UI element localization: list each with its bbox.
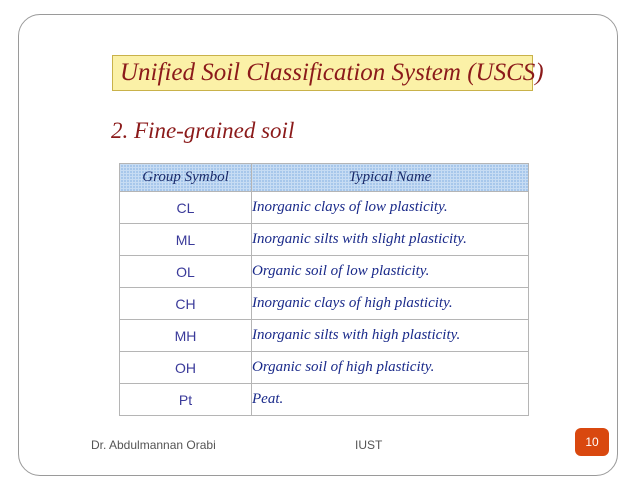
group-symbol-cell: OL [120,256,252,288]
group-symbol-cell: CH [120,288,252,320]
group-symbol-cell: ML [120,224,252,256]
header-typical-name: Typical Name [252,164,529,192]
group-symbol-cell: Pt [120,384,252,416]
table-row [120,384,529,416]
section-subtitle: 2. Fine-grained soil [111,118,295,143]
table-row [120,320,529,352]
soil-classification-table [119,163,529,416]
group-symbol-cell: OH [120,352,252,384]
table-header-row [120,164,529,192]
typical-name-cell: Inorganic clays of high plasticity. [252,288,529,320]
typical-name-cell: Organic soil of high plasticity. [252,352,529,384]
group-symbol-cell: CL [120,192,252,224]
page-number-badge: 10 [575,428,609,456]
typical-name-cell: Inorganic silts with high plasticity. [252,320,529,352]
table-row [120,352,529,384]
table-row [120,224,529,256]
table-row [120,192,529,224]
header-group-symbol: Group Symbol [120,164,252,192]
typical-name-cell: Peat. [252,384,529,416]
table-row [120,256,529,288]
typical-name-cell: Inorganic silts with slight plasticity. [252,224,529,256]
slide-title: Unified Soil Classification System (USCS) [112,55,533,91]
typical-name-cell: Organic soil of low plasticity. [252,256,529,288]
footer-author: Dr. Abdulmannan Orabi [91,438,216,452]
group-symbol-cell: MH [120,320,252,352]
table-row [120,288,529,320]
typical-name-cell: Inorganic clays of low plasticity. [252,192,529,224]
footer-institution: IUST [355,438,383,452]
